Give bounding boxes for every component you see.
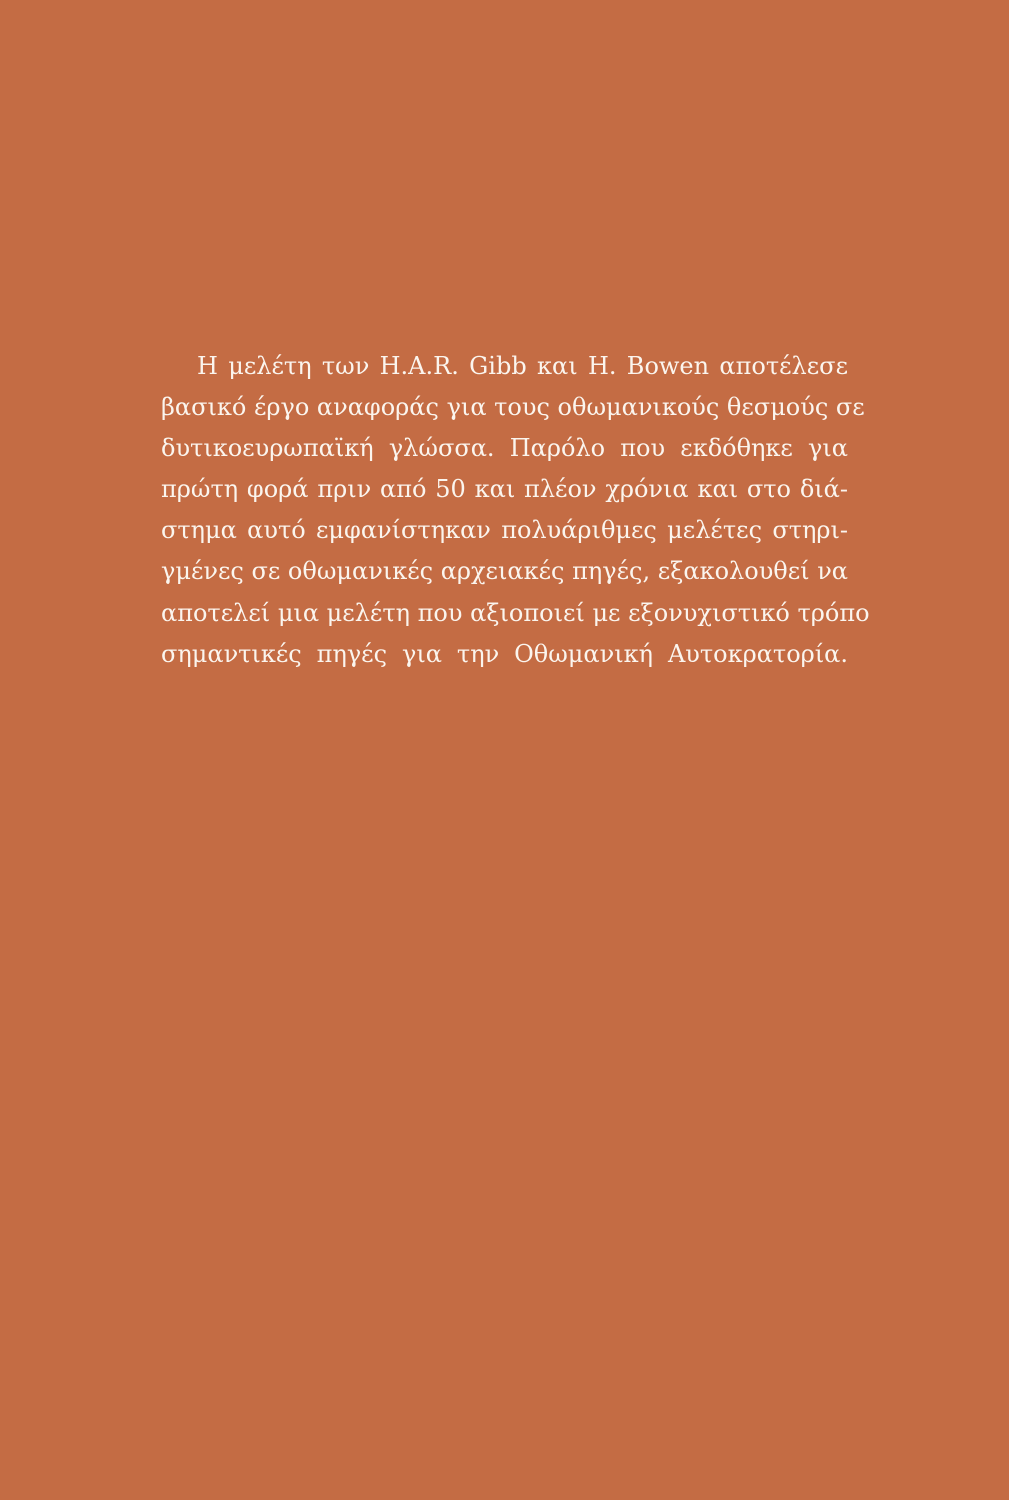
blurb-line: πρώτη φορά πριν από 50 και πλέον χρόνια και στο διά- [161,475,848,504]
blurb-line: βασικό έργο αναφοράς για τους οθωμανικούς θεσμούς σε [161,393,865,422]
blurb-line: στημα αυτό εμφανίστηκαν πολυάριθμες μελέτες στηρι- [161,516,848,545]
blurb-line: αποτελεί μια μελέτη που αξιοποιεί με εξονυχιστικό τρόπο [161,598,870,627]
blurb-line: δυτικοευρωπαϊκή γλώσσα. Παρόλο που εκδόθηκε για [161,434,848,463]
blurb-line: Η μελέτη των H.A.R. Gibb και H. Bowen αποτέλεσε [197,352,848,380]
blurb-line: σημαντικές πηγές για την Οθωμανική Αυτοκρατορία. [161,639,848,668]
back-cover-blurb [161,346,870,675]
blurb-line: γμένες σε οθωμανικές αρχειακές πηγές, εξακολουθεί να [161,557,849,586]
